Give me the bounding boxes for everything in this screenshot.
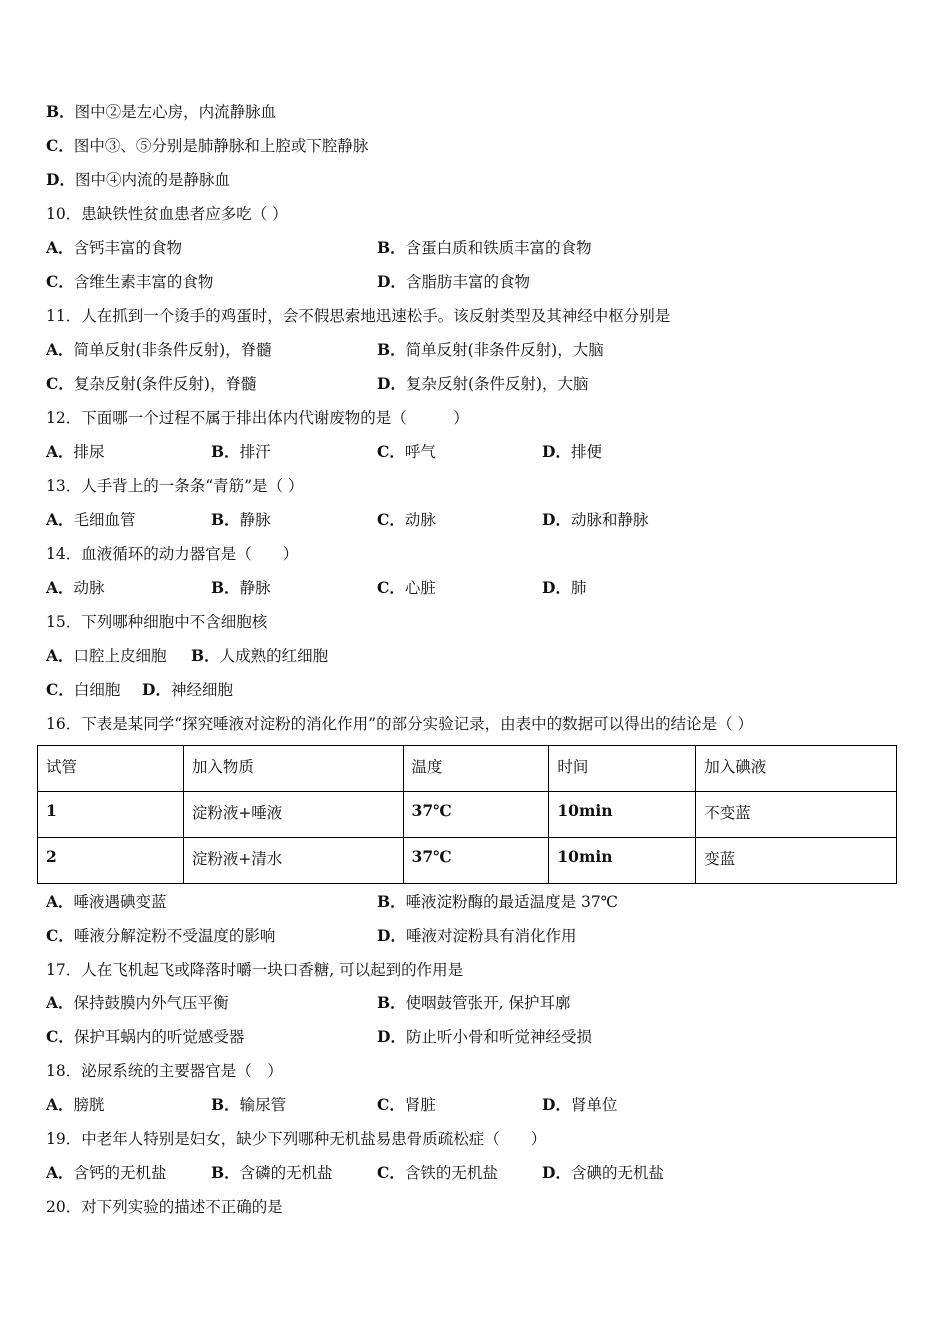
- question-12-stem: 12．下面哪一个过程不属于排出体内代谢废物的是（ ）: [46, 409, 469, 427]
- question-13-stem: 13．人手背上的一条条“青筋”是（ ）: [46, 477, 304, 495]
- q13-option-a: A．毛细血管: [46, 510, 136, 529]
- q10-option-c: C．含维生素丰富的食物: [46, 272, 214, 291]
- table-cell: 1: [38, 792, 184, 838]
- question-18-stem: 18．泌尿系统的主要器官是（ ）: [46, 1062, 283, 1080]
- q10-option-d: D．含脂肪丰富的食物: [377, 272, 530, 291]
- table-header-row: [38, 746, 897, 792]
- q11-option-d: D．复杂反射(条件反射)，大脑: [377, 374, 589, 393]
- q10-option-a: A．含钙丰富的食物: [46, 238, 183, 257]
- table-cell: 10min: [549, 838, 696, 884]
- table-header-cell: 加入物质: [183, 746, 403, 792]
- q19-option-c: C．含铁的无机盐: [377, 1163, 498, 1182]
- table-cell: 不变蓝: [696, 792, 897, 838]
- q18-option-d: D．肾单位: [542, 1095, 618, 1114]
- q14-option-c: C．心脏: [377, 578, 436, 597]
- q18-option-c: C．肾脏: [377, 1095, 436, 1114]
- q15-option-b: B．人成熟的红细胞: [191, 646, 329, 665]
- table-cell: 2: [38, 838, 184, 884]
- question-10-stem: 10．患缺铁性贫血患者应多吃（ ）: [46, 205, 288, 223]
- q16-option-a: A．唾液遇碘变蓝: [46, 892, 167, 911]
- q15-option-c: C．白细胞: [46, 680, 121, 699]
- q16-option-c: C．唾液分解淀粉不受温度的影响: [46, 926, 276, 945]
- q9-option-b: B．图中②是左心房，内流静脉血: [46, 102, 277, 121]
- table-cell: 10min: [549, 792, 696, 838]
- table-cell: 淀粉液+唾液: [183, 792, 403, 838]
- question-20-stem: 20．对下列实验的描述不正确的是: [46, 1198, 283, 1216]
- table-cell: 37℃: [403, 838, 549, 884]
- table-header-cell: 温度: [403, 746, 549, 792]
- table-header-cell: 时间: [549, 746, 696, 792]
- table-row: [38, 792, 897, 838]
- q17-option-b: B．使咽鼓管张开, 保护耳廓: [377, 993, 571, 1012]
- q9-option-c: C．图中③、⑤分别是肺静脉和上腔或下腔静脉: [46, 136, 369, 155]
- question-17-stem: 17．人在飞机起飞或降落时嚼一块口香糖, 可以起到的作用是: [46, 961, 464, 979]
- q10-option-b: B．含蛋白质和铁质丰富的食物: [377, 238, 592, 257]
- q12-option-a: A．排尿: [46, 442, 105, 461]
- q17-option-a: A．保持鼓膜内外气压平衡: [46, 993, 229, 1012]
- q14-option-a: A．动脉: [46, 578, 105, 597]
- q13-option-b: B．静脉: [211, 510, 271, 529]
- q13-option-d: D．动脉和静脉: [542, 510, 649, 529]
- q16-option-d: D．唾液对淀粉具有消化作用: [377, 926, 577, 945]
- q14-option-d: D．肺: [542, 578, 587, 597]
- table-cell: 变蓝: [696, 838, 897, 884]
- question-14-stem: 14．血液循环的动力器官是（ ）: [46, 545, 299, 563]
- table-header-cell: 加入碘液: [696, 746, 897, 792]
- question-11-stem: 11．人在抓到一个烫手的鸡蛋时，会不假思索地迅速松手。该反射类型及其神经中枢分别是: [46, 307, 671, 325]
- table-header-cell: 试管: [38, 746, 184, 792]
- q14-option-b: B．静脉: [211, 578, 271, 597]
- table-cell: 37℃: [403, 792, 549, 838]
- q11-option-a: A．简单反射(非条件反射)，脊髓: [46, 340, 272, 359]
- q18-option-a: A．膀胱: [46, 1095, 105, 1114]
- table-row: [38, 838, 897, 884]
- table-cell: 淀粉液+清水: [183, 838, 403, 884]
- question-16-stem: 16．下表是某同学“探究唾液对淀粉的消化作用”的部分实验记录，由表中的数据可以得出的结论是（ ）: [46, 715, 754, 733]
- q15-option-d: D．神经细胞: [142, 680, 233, 699]
- q12-option-d: D．排便: [542, 442, 602, 461]
- q17-option-c: C．保护耳蜗内的听觉感受器: [46, 1027, 245, 1046]
- question-19-stem: 19．中老年人特别是妇女，缺少下列哪种无机盐易患骨质疏松症（ ）: [46, 1130, 547, 1148]
- q13-option-c: C．动脉: [377, 510, 436, 529]
- q19-option-a: A．含钙的无机盐: [46, 1163, 167, 1182]
- q19-option-b: B．含磷的无机盐: [211, 1163, 333, 1182]
- q9-option-d: D．图中④内流的是静脉血: [46, 170, 230, 189]
- q11-option-c: C．复杂反射(条件反射)，脊髓: [46, 374, 257, 393]
- q11-option-b: B．简单反射(非条件反射)，大脑: [377, 340, 604, 359]
- q12-option-c: C．呼气: [377, 442, 436, 461]
- question-15-stem: 15．下列哪种细胞中不含细胞核: [46, 613, 268, 631]
- q12-option-b: B．排汗: [211, 442, 271, 461]
- q16-option-b: B．唾液淀粉酶的最适温度是 37℃: [377, 892, 619, 911]
- experiment-table: [37, 745, 897, 884]
- q18-option-b: B．输尿管: [211, 1095, 287, 1114]
- q17-option-d: D．防止听小骨和听觉神经受损: [377, 1027, 592, 1046]
- q19-option-d: D．含碘的无机盐: [542, 1163, 664, 1182]
- q15-option-a: A．口腔上皮细胞: [46, 646, 167, 665]
